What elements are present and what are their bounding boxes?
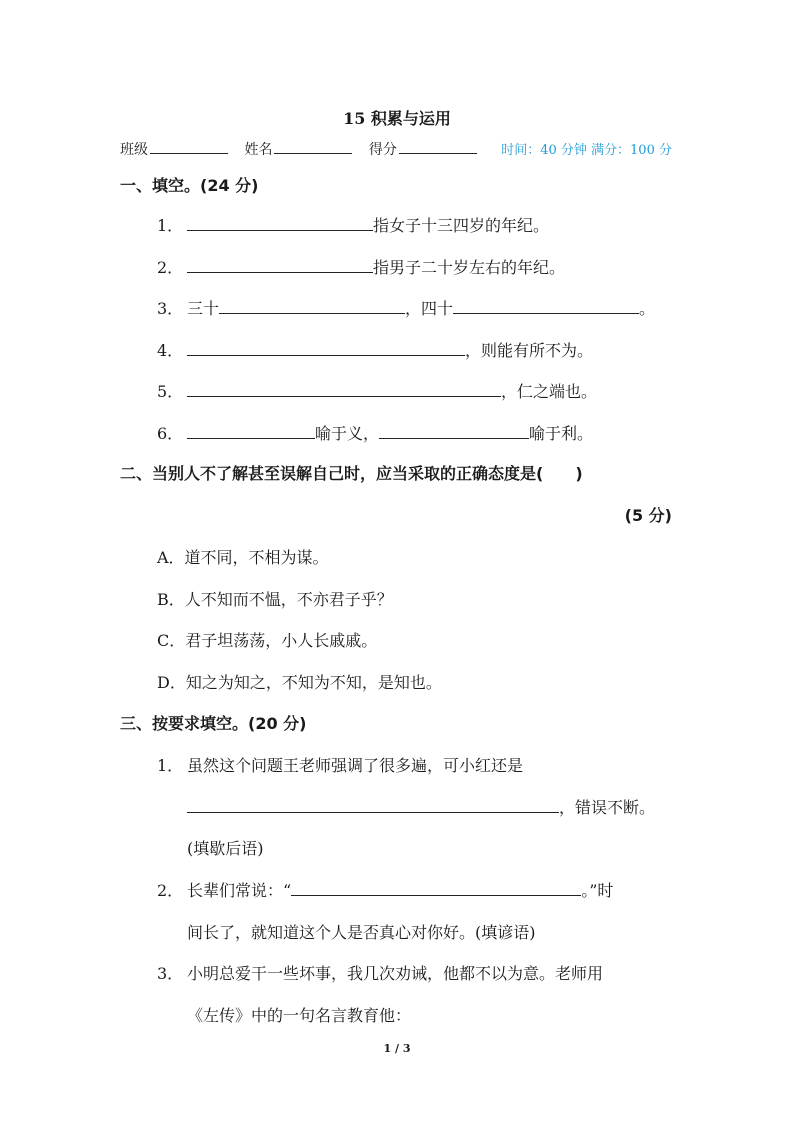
blank[interactable] bbox=[453, 297, 639, 314]
class-field bbox=[120, 139, 228, 159]
score-blank[interactable] bbox=[399, 140, 477, 154]
blank[interactable] bbox=[187, 214, 373, 231]
s3-q1-line2: ，错误不断。 bbox=[187, 795, 655, 818]
class-label: 班级 bbox=[120, 142, 148, 158]
student-info-row bbox=[120, 139, 672, 159]
s3-q2-line2: 间长了，就知道这个人是否真心对你好。(填谚语) bbox=[187, 923, 536, 942]
s1-item-4: 4． ，则能有所不为。 bbox=[157, 341, 594, 360]
score-label: 得分 bbox=[368, 142, 397, 158]
option-b[interactable]: B．人不知而不愠，不亦君子乎？ bbox=[157, 590, 393, 609]
section2-score: (5 分) bbox=[624, 506, 672, 525]
s1-item-5: 5． ，仁之端也。 bbox=[157, 382, 598, 401]
s3-q2-line1: 2． 长辈们常说：“ 。”时 bbox=[157, 881, 614, 900]
s1-item-1: 1． 指女子十三四岁的年纪。 bbox=[157, 216, 550, 235]
score-field bbox=[369, 139, 477, 159]
s3-q1-hint: (填歇后语) bbox=[187, 839, 264, 858]
option-d[interactable]: D．知之为知之，不知为不知，是知也。 bbox=[157, 673, 442, 692]
s1-item-2: 2． 指男子二十岁左右的年纪。 bbox=[157, 258, 566, 277]
page-number: 1 / 3 bbox=[383, 1042, 411, 1055]
blank[interactable] bbox=[187, 339, 465, 356]
section2-heading: 二、当别人不了解甚至误解自己时，应当采取的正确态度是( ) bbox=[120, 464, 583, 483]
s1-item-6: 6． 喻于义， 喻于利。 bbox=[157, 424, 594, 443]
s3-q3-line2: 《左传》中的一句名言教育他： bbox=[187, 1006, 412, 1025]
name-label: 姓名 bbox=[244, 142, 273, 158]
class-blank[interactable] bbox=[150, 140, 228, 154]
name-blank[interactable] bbox=[274, 140, 352, 154]
blank[interactable] bbox=[187, 422, 315, 439]
page-title: 15 积累与运用 bbox=[343, 109, 451, 128]
option-c[interactable]: C．君子坦荡荡，小人长戚戚。 bbox=[157, 631, 378, 650]
blank[interactable] bbox=[187, 256, 373, 273]
s3-q1-line1: 1． 虽然这个问题王老师强调了很多遍，可小红还是 bbox=[157, 756, 524, 775]
option-a[interactable]: A．道不同，不相为谋。 bbox=[157, 548, 329, 567]
blank[interactable] bbox=[219, 297, 405, 314]
section3-heading: 三、按要求填空。(20 分) bbox=[120, 714, 307, 733]
blank[interactable] bbox=[187, 796, 559, 813]
s3-q3-line1: 3． 小明总爱干一些坏事，我几次劝诫，他都不以为意。老师用 bbox=[157, 964, 604, 983]
s1-item-3: 3． 三十 ，四十 。 bbox=[157, 299, 656, 318]
blank[interactable] bbox=[291, 879, 581, 896]
blank[interactable] bbox=[379, 422, 529, 439]
blank[interactable] bbox=[187, 380, 501, 397]
name-field bbox=[244, 139, 352, 159]
exam-meta: 时间：40 分钟 满分：100 分 bbox=[501, 143, 672, 158]
section1-heading: 一、填空。(24 分) bbox=[120, 176, 259, 195]
